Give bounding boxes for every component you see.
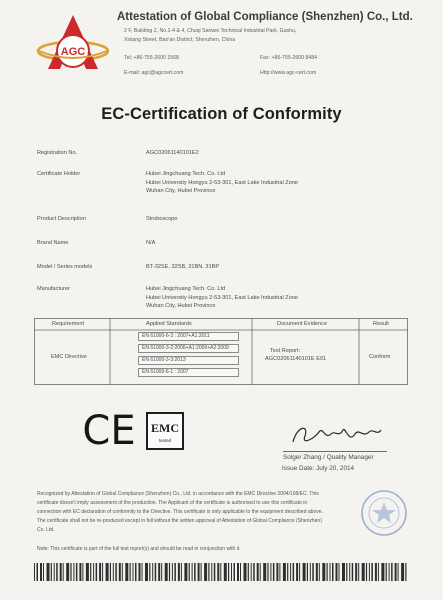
barcode-bar bbox=[293, 563, 295, 581]
holder-label: Certificate Holder bbox=[37, 171, 81, 177]
barcode-bar bbox=[375, 563, 377, 581]
evidence-number: AGC02061140101E E01 bbox=[265, 356, 327, 362]
barcode-bar bbox=[214, 563, 216, 581]
website: Http://www.agc-cert.com bbox=[260, 70, 317, 76]
barcode-bar bbox=[130, 563, 131, 581]
requirement-value: EMC Directive bbox=[51, 354, 87, 360]
telephone: Tel: +86-755-2600 1568 bbox=[124, 55, 179, 61]
footer-line: The certificate shall not be re-produced except in full without the written approval of Attestation of Global Compliance (Shenzhen) bbox=[37, 518, 322, 524]
signature-line bbox=[283, 451, 387, 452]
barcode-bar bbox=[178, 563, 180, 581]
barcode-bar bbox=[90, 563, 91, 581]
header-evidence: Document Evidence bbox=[277, 321, 328, 327]
barcode-bar bbox=[405, 563, 406, 581]
barcode-bar bbox=[358, 563, 359, 581]
emc-mark bbox=[146, 412, 184, 450]
barcode-bar bbox=[378, 563, 379, 581]
barcode-bar bbox=[135, 563, 137, 581]
barcode-bar bbox=[102, 563, 103, 581]
barcode-bar bbox=[139, 563, 141, 581]
brand-value: N/A bbox=[146, 240, 156, 246]
barcode-bar bbox=[37, 563, 39, 581]
barcode-bar bbox=[54, 563, 55, 581]
barcode-bar bbox=[260, 563, 261, 581]
barcode-bar bbox=[113, 563, 114, 581]
barcode-bar bbox=[211, 563, 212, 581]
barcode-bar bbox=[279, 563, 280, 581]
barcode-bar bbox=[165, 563, 168, 581]
barcode-bar bbox=[93, 563, 94, 581]
barcode-bar bbox=[310, 563, 311, 581]
barcode-bar bbox=[60, 563, 62, 581]
address-line-1: 2 F, Building 2, No.1-4 & 4, Chuqi Sanwei Technical Industrial Park, Gushu, bbox=[124, 28, 297, 34]
barcode-bar bbox=[349, 563, 350, 581]
barcode-bar bbox=[386, 563, 387, 581]
barcode-bar bbox=[342, 563, 345, 581]
signatory-name: Solger Zhang / Quality Manager bbox=[283, 454, 374, 461]
barcode-bar bbox=[47, 563, 50, 581]
barcode-bar bbox=[204, 563, 207, 581]
barcode-bar bbox=[194, 563, 196, 581]
barcode-bar bbox=[79, 563, 81, 581]
barcode-bar bbox=[398, 563, 399, 581]
barcode-bar bbox=[332, 563, 334, 581]
barcode-bar bbox=[231, 563, 232, 581]
registration-label: Registration No. bbox=[37, 150, 78, 156]
barcode-bar bbox=[172, 563, 173, 581]
barcode-bar bbox=[251, 563, 252, 581]
barcode-bar bbox=[237, 563, 239, 581]
barcode-bar bbox=[181, 563, 182, 581]
barcode-bar bbox=[51, 563, 52, 581]
footer-line: Recognized by Attestation of Global Compliance (Shenzhen) Co., Ltd. in accordance with the EMC Directive 2004/108/EC. This bbox=[37, 491, 319, 497]
barcode-bar bbox=[184, 563, 187, 581]
barcode-bar bbox=[217, 563, 219, 581]
barcode-bar bbox=[327, 563, 328, 581]
barcode-bar bbox=[63, 563, 64, 581]
barcode-bar bbox=[228, 563, 229, 581]
barcode-bar bbox=[155, 563, 157, 581]
barcode-bar bbox=[198, 563, 200, 581]
barcode-bar bbox=[299, 563, 300, 581]
barcode-bar bbox=[322, 563, 325, 581]
barcode-bar bbox=[319, 563, 320, 581]
agc-logo bbox=[36, 13, 111, 75]
barcode-bar bbox=[287, 563, 288, 581]
barcode-bar bbox=[381, 563, 384, 581]
barcode-bar bbox=[267, 563, 268, 581]
barcode-bar bbox=[192, 563, 193, 581]
barcode-bar bbox=[307, 563, 308, 581]
standard-item: EN 61000-6-1 : 2007 bbox=[138, 368, 239, 377]
barcode-bar bbox=[240, 563, 241, 581]
barcode-bar bbox=[316, 563, 318, 581]
barcode-bar bbox=[296, 563, 298, 581]
barcode-bar bbox=[169, 563, 170, 581]
product-label: Product Description bbox=[37, 216, 86, 222]
signature bbox=[287, 418, 383, 450]
fax: Fax: +86-755-2600 8484 bbox=[260, 55, 317, 61]
barcode-bar bbox=[336, 563, 338, 581]
barcode-bar bbox=[82, 563, 83, 581]
company-name: Attestation of Global Compliance (Shenzhen) Co., Ltd. bbox=[117, 11, 413, 23]
barcode-bar bbox=[248, 563, 249, 581]
barcode-bar bbox=[106, 563, 109, 581]
barcode-bar bbox=[276, 563, 278, 581]
barcode-bar bbox=[142, 563, 143, 581]
barcode-bar bbox=[76, 563, 78, 581]
barcode-bar bbox=[161, 563, 162, 581]
barcode-bar bbox=[290, 563, 291, 581]
barcode-bar bbox=[115, 563, 117, 581]
barcode-bar bbox=[234, 563, 236, 581]
barcode-bar bbox=[339, 563, 340, 581]
emc-mark-sub: tested bbox=[158, 438, 172, 443]
standard-item: EN 61000-3-3:2013 bbox=[138, 356, 239, 365]
ce-mark-text: CE bbox=[82, 410, 136, 450]
barcode-bar bbox=[189, 563, 190, 581]
emc-mark-text: EMC bbox=[151, 421, 179, 435]
barcode-bar bbox=[352, 563, 354, 581]
holder-value: Hubei Jingchuang Tech. Co. Ltd Hubei University Hongyu 2-53-301, East Lake Industrial Zone Wuhan City, Hubei Province bbox=[146, 171, 299, 194]
barcode-bar bbox=[86, 563, 89, 581]
product-value: Stroboscope bbox=[146, 216, 178, 222]
barcode-bar bbox=[56, 563, 58, 581]
barcode-bar bbox=[43, 563, 44, 581]
standard-item: EN 61000-6-3 : 2007+A1:2011 bbox=[138, 332, 239, 341]
barcode-bar bbox=[73, 563, 74, 581]
barcode-bar bbox=[346, 563, 347, 581]
header-requirement: Requirement bbox=[52, 321, 85, 327]
official-stamp bbox=[360, 488, 408, 538]
barcode-bar bbox=[283, 563, 286, 581]
barcode-bar bbox=[401, 563, 404, 581]
logo-text: AGC bbox=[60, 46, 86, 58]
barcode-bar bbox=[208, 563, 209, 581]
barcode-bar bbox=[395, 563, 397, 581]
barcode-bar bbox=[96, 563, 98, 581]
registration-value: AGC02061140101E2 bbox=[146, 150, 199, 156]
footer-line: certificate doesn't imply assessment of the production. The Applicant of the certificate is authorised to use this certificate in bbox=[37, 500, 308, 506]
compliance-table bbox=[34, 318, 408, 385]
barcode-bar bbox=[145, 563, 148, 581]
barcode-bar bbox=[152, 563, 153, 581]
barcode-bar bbox=[40, 563, 42, 581]
barcode-bar bbox=[122, 563, 123, 581]
barcode-bar bbox=[389, 563, 390, 581]
manufacturer-label: Manufacturer bbox=[37, 286, 70, 292]
barcode-bar bbox=[34, 563, 35, 581]
standard-item: EN 61000-3-2:2006+A1:2009+A2:2009 bbox=[138, 344, 239, 353]
model-value: BT-32SE, 32SB, 31BN, 31BP bbox=[146, 264, 220, 270]
barcode-bar bbox=[133, 563, 134, 581]
barcode bbox=[34, 563, 408, 581]
barcode-bar bbox=[220, 563, 221, 581]
result-value: Conform bbox=[369, 354, 391, 360]
barcode-bar bbox=[303, 563, 306, 581]
barcode-bar bbox=[70, 563, 71, 581]
barcode-bar bbox=[369, 563, 370, 581]
footer-note: Note: This certificate is part of the full test report(s) and should be read in conjunction with it. bbox=[37, 546, 241, 552]
document-title: EC-Certification of Conformity bbox=[101, 105, 342, 123]
barcode-bar bbox=[263, 563, 266, 581]
barcode-bar bbox=[273, 563, 275, 581]
barcode-bar bbox=[312, 563, 314, 581]
evidence-label: Test Report: bbox=[270, 348, 301, 354]
barcode-bar bbox=[270, 563, 271, 581]
barcode-bar bbox=[99, 563, 101, 581]
brand-label: Brand Name bbox=[37, 240, 69, 246]
header-result: Result bbox=[373, 321, 389, 327]
barcode-bar bbox=[174, 563, 176, 581]
barcode-bar bbox=[253, 563, 255, 581]
manufacturer-value: Hubei Jingchuang Tech. Co. Ltd Hubei University Hongyu 2-53-301, East Lake Industrial Zone Wuhan City, Hubei Province bbox=[146, 286, 299, 309]
barcode-bar bbox=[366, 563, 367, 581]
barcode-bar bbox=[330, 563, 331, 581]
barcode-bar bbox=[201, 563, 202, 581]
ce-mark bbox=[80, 410, 138, 450]
barcode-bar bbox=[110, 563, 111, 581]
address-line-2: Xixiang Street, Bao'an District, Shenzhen, China bbox=[124, 37, 236, 43]
footer-line: connection with EC declaration of conformity to the Directive. This certificate is only applicable to the equipment described above. bbox=[37, 509, 323, 515]
barcode-bar bbox=[158, 563, 160, 581]
barcode-bar bbox=[355, 563, 357, 581]
barcode-bar bbox=[244, 563, 247, 581]
header-standards: Applied Standards bbox=[146, 321, 192, 327]
barcode-bar bbox=[224, 563, 227, 581]
email: E-mail: agc@agccert.com bbox=[124, 70, 184, 76]
footer-line: Co. Ltd. bbox=[37, 527, 55, 533]
barcode-bar bbox=[149, 563, 150, 581]
barcode-bar bbox=[257, 563, 259, 581]
barcode-bar bbox=[391, 563, 393, 581]
model-label: Model / Series models bbox=[37, 264, 93, 270]
issue-date: Issue Date: July 20, 2014 bbox=[282, 465, 355, 472]
barcode-bar bbox=[362, 563, 365, 581]
barcode-bar bbox=[66, 563, 69, 581]
barcode-bar bbox=[125, 563, 128, 581]
barcode-bar bbox=[371, 563, 373, 581]
barcode-bar bbox=[119, 563, 121, 581]
